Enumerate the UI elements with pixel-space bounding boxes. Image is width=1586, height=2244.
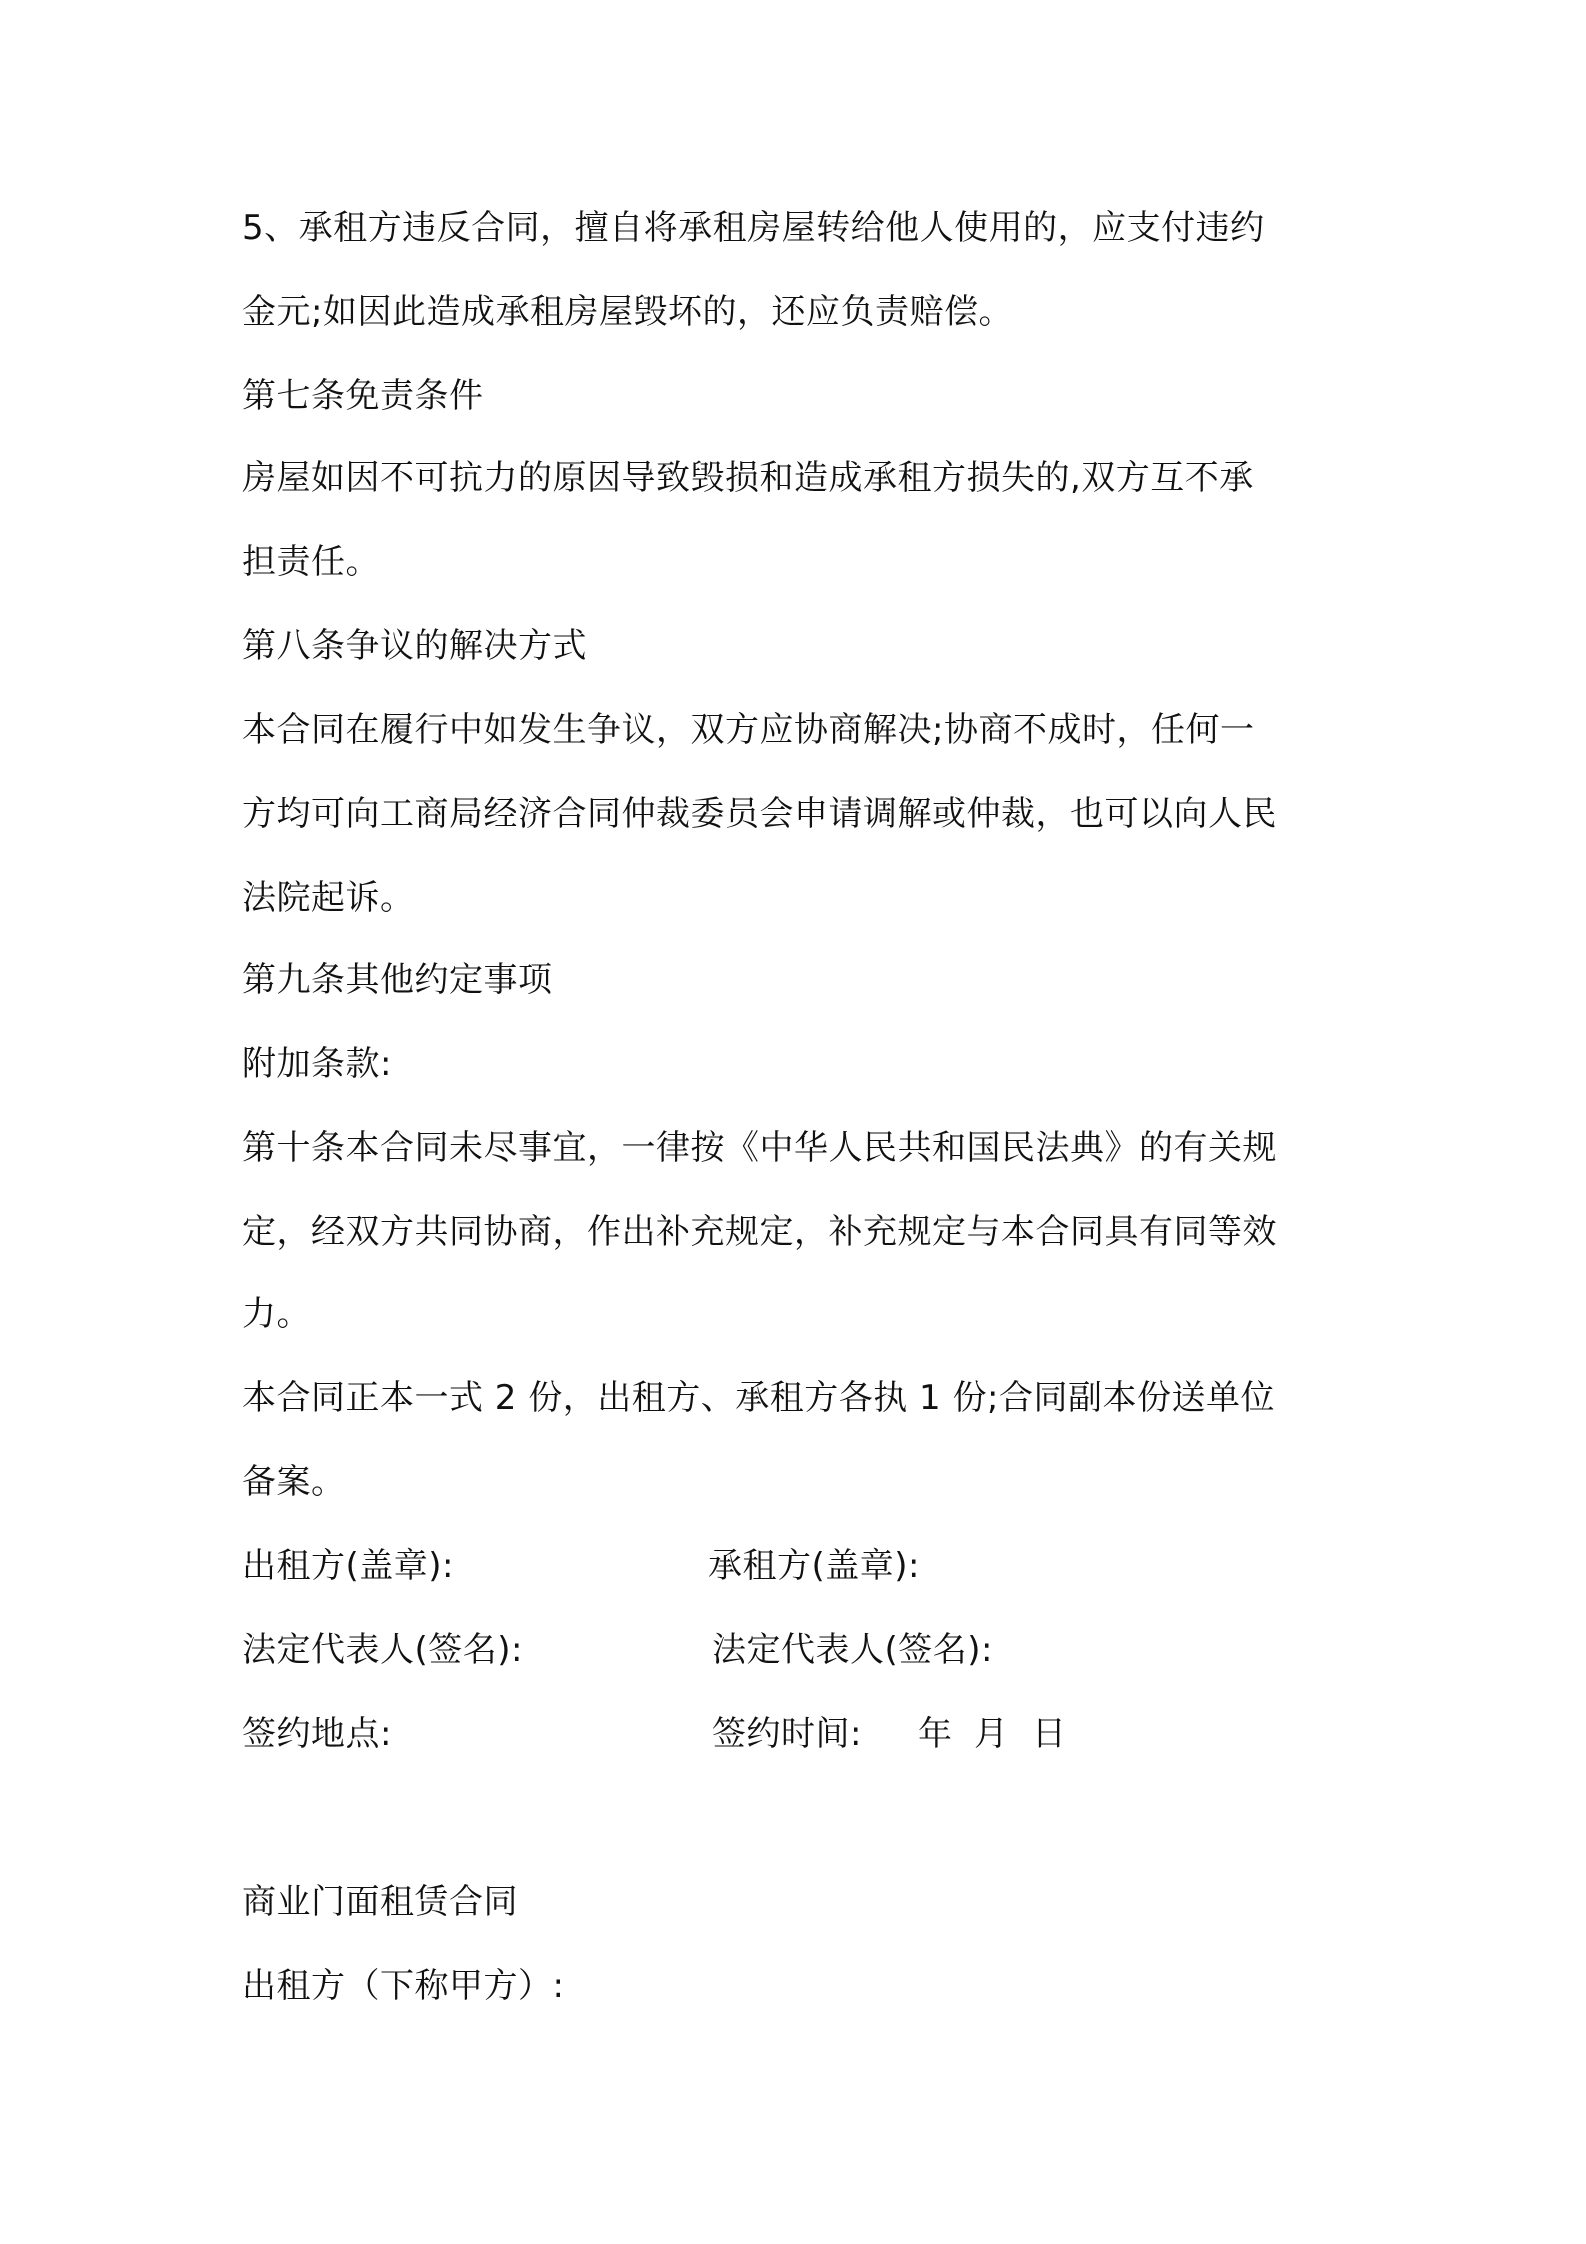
- sign-month-label: 月: [974, 1714, 1009, 1754]
- paragraph-line: 方均可向工商局经济合同仲裁委员会申请调解或仲裁，也可以向人民: [242, 794, 1277, 834]
- lessee-seal-label: 承租方(盖章):: [708, 1546, 920, 1586]
- next-contract-lessor: 出租方（下称甲方）:: [242, 1966, 565, 2006]
- paragraph-line: 备案。: [242, 1462, 346, 1502]
- article-heading: 第七条免责条件: [242, 376, 484, 416]
- lessee-rep-label: 法定代表人(签名):: [712, 1630, 993, 1670]
- paragraph-line: 担责任。: [242, 542, 380, 582]
- paragraph-line: 本合同在履行中如发生争议，双方应协商解决;协商不成时，任何一: [242, 710, 1255, 750]
- next-contract-title: 商业门面租赁合同: [242, 1882, 518, 1922]
- sign-day-label: 日: [1032, 1714, 1067, 1754]
- sign-place-label: 签约地点:: [242, 1714, 392, 1754]
- paragraph-line: 力。: [242, 1294, 311, 1334]
- paragraph-line: 房屋如因不可抗力的原因导致毁损和造成承租方损失的,双方互不承: [242, 458, 1254, 498]
- lessor-rep-label: 法定代表人(签名):: [242, 1630, 523, 1670]
- paragraph-line: 本合同正本一式 2 份，出租方、承租方各执 1 份;合同副本份送单位: [242, 1378, 1275, 1418]
- paragraph-line: 附加条款:: [242, 1044, 392, 1084]
- article-heading: 第九条其他约定事项: [242, 960, 553, 1000]
- paragraph-line: 法院起诉。: [242, 878, 415, 918]
- paragraph-line: 第十条本合同未尽事宜，一律按《中华人民共和国民法典》的有关规: [242, 1128, 1277, 1168]
- sign-time-label: 签约时间:: [712, 1714, 862, 1754]
- paragraph-line: 5、承租方违反合同，擅自将承租房屋转给他人使用的，应支付违约: [242, 208, 1265, 248]
- paragraph-line: 金元;如因此造成承租房屋毁坏的，还应负责赔偿。: [242, 292, 1013, 332]
- lessor-seal-label: 出租方(盖章):: [242, 1546, 454, 1586]
- article-heading: 第八条争议的解决方式: [242, 626, 587, 666]
- paragraph-line: 定，经双方共同协商，作出补充规定，补充规定与本合同具有同等效: [242, 1212, 1277, 1252]
- sign-year-label: 年: [918, 1714, 953, 1754]
